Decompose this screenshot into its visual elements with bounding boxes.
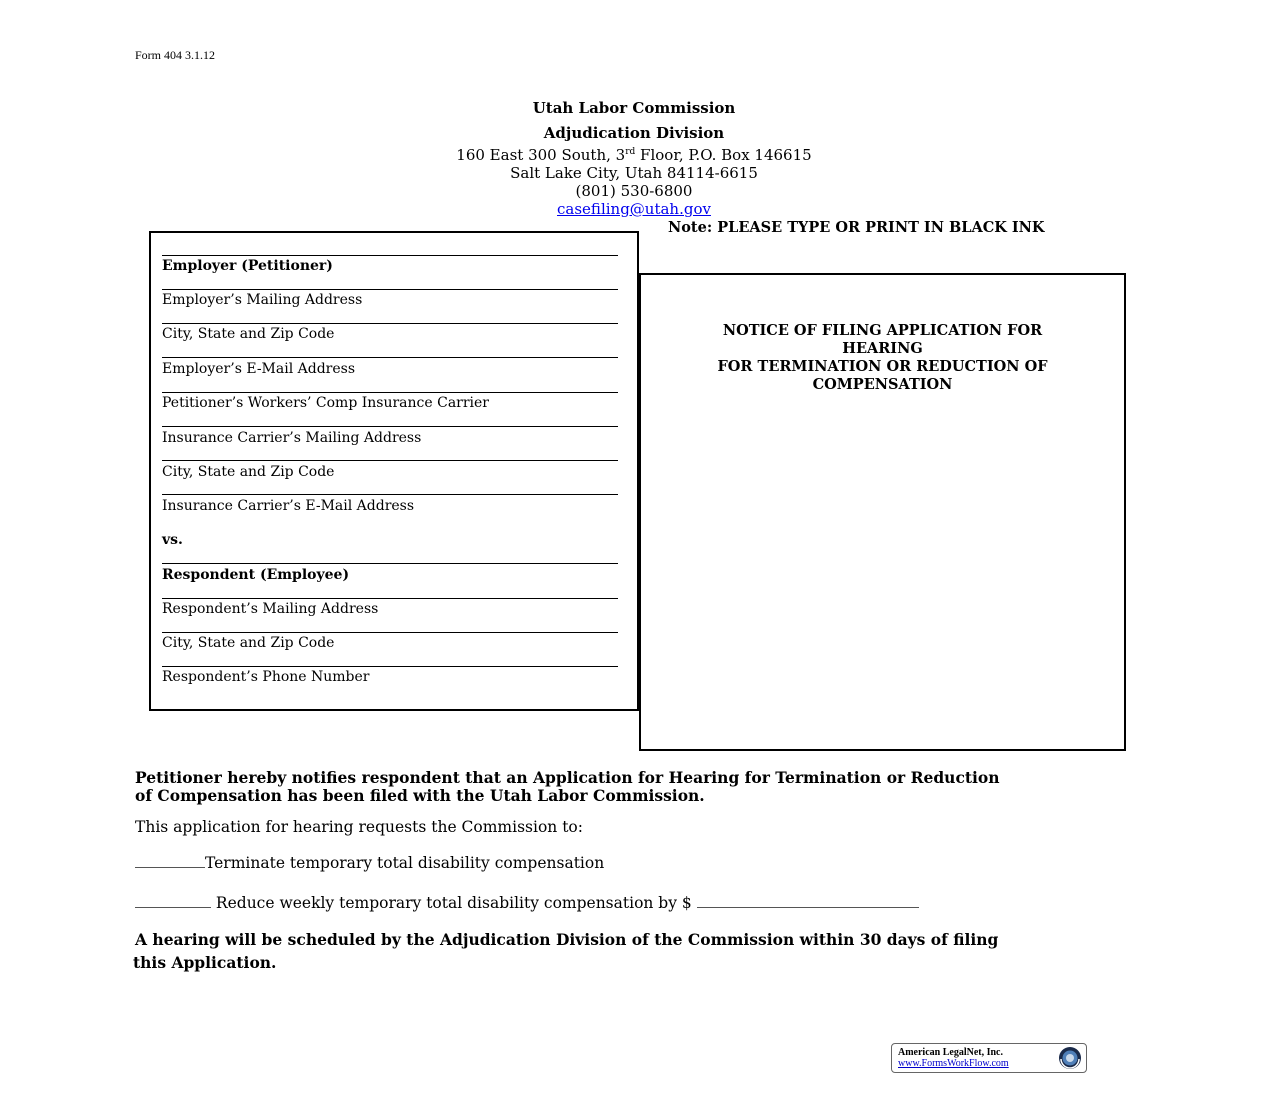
reduce-check-blank[interactable] (135, 905, 211, 908)
notification-statement-line1: Petitioner hereby notifies respondent that an Application for Hearing for Termination or Reduction (135, 768, 1000, 787)
field-label-carrier-city: City, State and Zip Code (162, 464, 335, 480)
street-address-main: 160 East 300 South, 3 (456, 146, 626, 164)
option-reduce-label: Reduce weekly temporary total disability compensation by $ (211, 894, 697, 912)
field-label-respondent-city: City, State and Zip Code (162, 635, 335, 651)
field-line[interactable] (162, 460, 618, 461)
city-address: Salt Lake City, Utah 84114-6615 (510, 164, 758, 182)
field-label-respondent-address: Respondent’s Mailing Address (162, 601, 379, 617)
form-number: Form 404 3.1.12 (135, 48, 216, 62)
field-label-employer-address: Employer’s Mailing Address (162, 292, 363, 308)
agency-name: Utah Labor Commission (532, 99, 736, 117)
field-label-employer: Employer (Petitioner) (162, 258, 333, 274)
notice-title-box (639, 273, 1126, 751)
field-line[interactable] (162, 632, 618, 633)
field-line[interactable] (162, 392, 618, 393)
notification-statement-line2: of Compensation has been filed with the Utah Labor Commission. (135, 786, 705, 805)
field-line[interactable] (162, 563, 618, 564)
field-label-carrier-email: Insurance Carrier’s E-Mail Address (162, 498, 415, 514)
notice-title-line: NOTICE OF FILING APPLICATION FOR (722, 322, 1043, 339)
field-line[interactable] (162, 255, 618, 256)
notice-title-line: COMPENSATION (812, 376, 953, 393)
field-label-insurance-carrier: Petitioner’s Workers’ Comp Insurance Carrier (162, 395, 490, 411)
field-label-carrier-address: Insurance Carrier’s Mailing Address (162, 430, 422, 446)
vendor-logo-badge (891, 1043, 1087, 1073)
field-line[interactable] (162, 323, 618, 324)
field-line[interactable] (162, 289, 618, 290)
notice-title-line: FOR TERMINATION OR REDUCTION OF (717, 358, 1048, 375)
versus-label: vs. (162, 532, 183, 548)
notice-title (641, 322, 1124, 394)
field-line[interactable] (162, 426, 618, 427)
scheduling-statement-line1: A hearing will be scheduled by the Adjudication Division of the Commission within 30 days of filing (135, 930, 999, 949)
option-reduce (135, 894, 919, 912)
option-terminate (135, 854, 604, 872)
scheduling-statement-line2: this Application. (133, 953, 277, 972)
terminate-check-blank[interactable] (135, 865, 205, 868)
field-line[interactable] (162, 666, 618, 667)
street-address (0, 146, 1268, 164)
globe-icon (1058, 1046, 1082, 1070)
email-link[interactable]: casefiling@utah.gov (557, 200, 711, 218)
phone-number: (801) 530-6800 (575, 182, 693, 200)
field-label-respondent-phone: Respondent’s Phone Number (162, 669, 370, 685)
email-line (0, 200, 1268, 218)
division-name: Adjudication Division (543, 124, 725, 142)
ink-note: Note: PLEASE TYPE OR PRINT IN BLACK INK (668, 219, 1045, 236)
field-label-employer-email: Employer’s E-Mail Address (162, 361, 356, 377)
field-label-respondent: Respondent (Employee) (162, 567, 350, 583)
vendor-name: American LegalNet, Inc. (898, 1047, 1003, 1058)
request-intro: This application for hearing requests the Commission to: (135, 818, 583, 836)
reduction-amount-blank[interactable] (697, 905, 919, 908)
floor-ordinal: rd (625, 147, 636, 157)
field-line[interactable] (162, 598, 618, 599)
field-line[interactable] (162, 357, 618, 358)
street-address-floor: Floor, P.O. Box 146615 (635, 146, 812, 164)
option-terminate-label: Terminate temporary total disability compensation (205, 854, 605, 872)
notice-title-line: HEARING (842, 340, 923, 357)
field-label-employer-city: City, State and Zip Code (162, 326, 335, 342)
field-line[interactable] (162, 494, 618, 495)
vendor-url-link[interactable]: www.FormsWorkFlow.com (898, 1058, 1009, 1069)
